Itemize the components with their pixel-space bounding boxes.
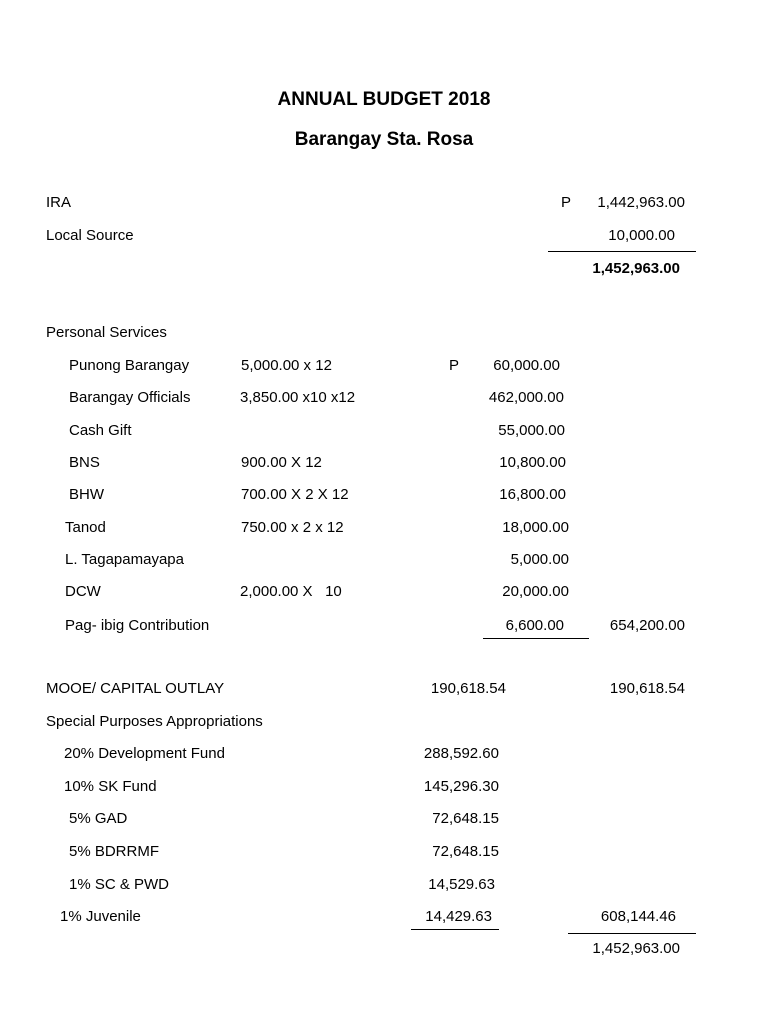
mooe-label: MOOE/ CAPITAL OUTLAY [46,680,225,697]
ps-item-formula: 2,000.00 X 10 [240,583,342,600]
document-subtitle: Barangay Sta. Rosa [294,129,474,150]
grand-total-divider [568,933,696,934]
ps-total: 654,200.00 [609,617,685,634]
special-item-label: 20% Development Fund [64,745,225,762]
document-title: ANNUAL BUDGET 2018 [277,89,491,110]
ira-label: IRA [46,194,72,211]
local-source-label: Local Source [46,227,134,244]
ps-item-label: BHW [69,486,104,503]
ps-item-formula: 3,850.00 x10 x12 [240,389,356,406]
special-item-label: 10% SK Fund [64,778,157,795]
special-item-amount: 14,529.63 [428,876,495,893]
grand-total: 1,452,963.00 [592,940,680,957]
ps-item-amount: 20,000.00 [502,583,569,600]
income-divider [548,251,696,252]
mooe-total: 190,618.54 [609,680,685,697]
income-total: 1,452,963.00 [592,260,680,277]
special-item-amount: 288,592.60 [423,745,499,762]
ira-amount: 1,442,963.00 [597,194,685,211]
ps-item-label: Cash Gift [69,422,132,439]
ps-item-amount: 10,800.00 [499,454,566,471]
ps-item-label: Punong Barangay [69,357,190,374]
special-heading: Special Purposes Appropriations [46,713,263,730]
ps-item-amount: 6,600.00 [505,617,564,634]
ps-item-label: Barangay Officials [69,389,191,406]
special-item-label: 5% GAD [69,810,128,827]
ps-item-formula: 700.00 X 2 X 12 [241,486,349,503]
ps-item-amount: 5,000.00 [510,551,569,568]
ps-item-label: Tanod [65,519,106,536]
special-item-amount: 72,648.15 [432,810,499,827]
ps-item-label: L. Tagapamayapa [65,551,184,568]
special-item-label: 5% BDRRMF [69,843,160,860]
local-source-amount: 10,000.00 [608,227,675,244]
special-item-amount: 14,429.63 [425,908,492,925]
special-subtotal-divider [411,929,499,930]
mooe-amount: 190,618.54 [430,680,506,697]
ps-item-formula: 900.00 X 12 [241,454,322,471]
special-total: 608,144.46 [600,908,676,925]
ps-subtotal-divider [483,638,589,639]
special-item-label: 1% SC & PWD [69,876,170,893]
ps-item-amount: 462,000.00 [488,389,564,406]
ps-item-formula: 750.00 x 2 x 12 [241,519,344,536]
ps-item-amount: 18,000.00 [502,519,569,536]
ps-item-label: Pag- ibig Contribution [65,617,210,634]
ps-item-label: BNS [69,454,100,471]
ps-item-amount: 60,000.00 [493,357,560,374]
ps-item-formula: 5,000.00 x 12 [241,357,332,374]
ps-currency: P [449,357,460,374]
ira-currency: P [561,194,572,211]
special-item-amount: 72,648.15 [432,843,499,860]
personal-services-heading: Personal Services [46,324,167,341]
ps-item-label: DCW [65,583,101,600]
ps-item-amount: 55,000.00 [498,422,565,439]
ps-item-amount: 16,800.00 [499,486,566,503]
special-item-label: 1% Juvenile [60,908,141,925]
special-item-amount: 145,296.30 [423,778,499,795]
